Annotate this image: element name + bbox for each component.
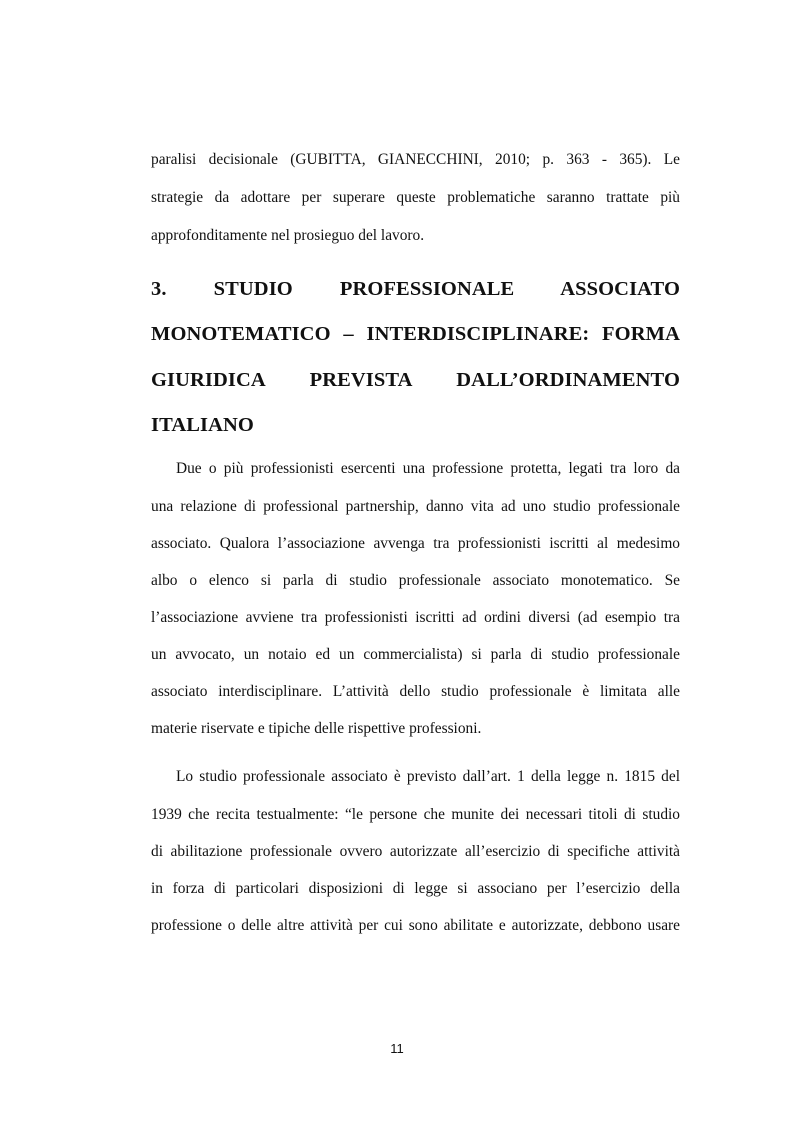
paragraph-1-line-4: albo o elenco si parla di studio professionale associato monotematico. Se [151, 572, 680, 589]
paragraph-1-line-6: un avvocato, un notaio ed un commercialista) si parla di studio professionale [151, 646, 680, 663]
paragraph-1-line-1: Due o più professionisti esercenti una professione protetta, legati tra loro da [176, 460, 680, 477]
intro-line-2: strategie da adottare per superare queste problematiche saranno trattate più [151, 189, 680, 206]
paragraph-1-line-5: l’associazione avviene tra professionisti iscritti ad ordini diversi (ad esempio tra [151, 609, 680, 626]
section-heading-line-3: GIURIDICA PREVISTA DALL’ORDINAMENTO [151, 369, 680, 391]
paragraph-1-line-2: una relazione di professional partnership, danno vita ad uno studio professionale [151, 498, 680, 515]
paragraph-2-line-4: in forza di particolari disposizioni di legge si associano per l’esercizio della [151, 880, 680, 897]
section-heading-line-2: MONOTEMATICO – INTERDISCIPLINARE: FORMA [151, 323, 680, 345]
paragraph-2-line-5: professione o delle altre attività per cui sono abilitate e autorizzate, debbono usare [151, 917, 680, 934]
paragraph-2-line-3: di abilitazione professionale ovvero autorizzate all’esercizio di specifiche attività [151, 843, 680, 860]
section-heading-line-1: 3. STUDIO PROFESSIONALE ASSOCIATO [151, 278, 680, 300]
page-number: 11 [390, 1041, 404, 1056]
intro-line-3: approfonditamente nel prosieguo del lavoro. [151, 227, 425, 244]
paragraph-1-line-3: associato. Qualora l’associazione avvenga tra professionisti iscritti al medesimo [151, 535, 680, 552]
paragraph-1-line-8: materie riservate e tipiche delle rispettive professioni. [151, 720, 482, 737]
intro-line-1: paralisi decisionale (GUBITTA, GIANECCHINI, 2010; p. 363 - 365). Le [151, 151, 680, 168]
paragraph-1-line-7: associato interdisciplinare. L’attività dello studio professionale è limitata alle [151, 683, 680, 700]
paragraph-2-line-2: 1939 che recita testualmente: “le persone che munite dei necessari titoli di studio [151, 806, 680, 823]
paragraph-2-line-1: Lo studio professionale associato è previsto dall’art. 1 della legge n. 1815 del [176, 768, 680, 785]
section-heading-line-4: ITALIANO [151, 414, 254, 436]
